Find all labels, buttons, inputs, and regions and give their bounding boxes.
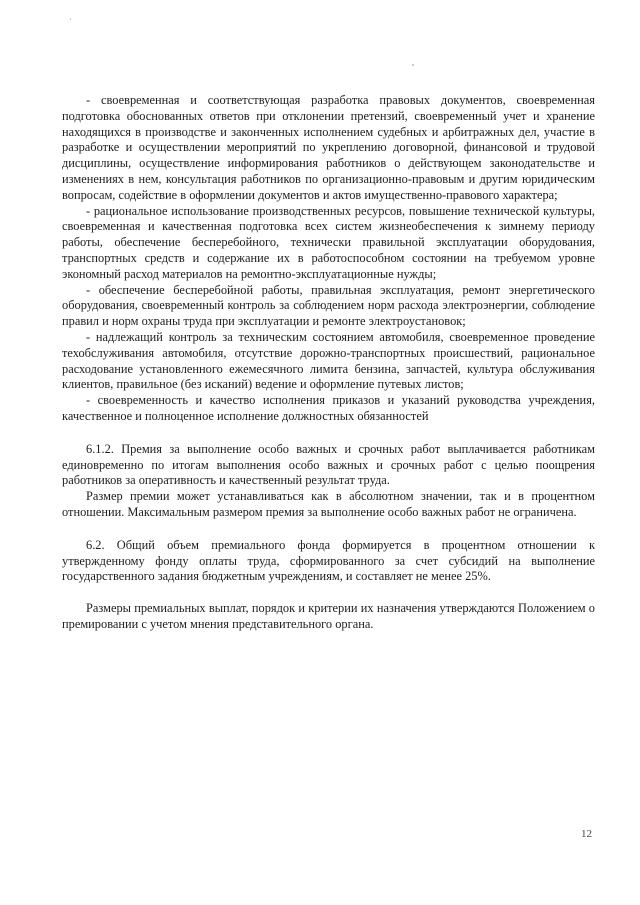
paragraph-legal-duties: - своевременная и соответствующая разработка правовых документов, своевременная подготовка обоснованных ответов при отклонении претензий, своевременный учет и хранение находящихся в производстве и законченных исполнением судебных и арбитражных дел, участие в разработке и осуществлении мероприятий по укреплению договорной, финансовой и трудовой дисциплины, осуществление информирования работников о действующем законодательстве и изменениях в нем, консультация работников по организационно-правовым и другим юридическим вопросам, содействие в оформлении документов и актов имущественно-правового характера;	[62, 93, 595, 202]
paragraph-6-2: 6.2. Общий объем премиального фонда формируется в процентном отношении к утвержденному фонду оплаты труда, сформированного за счет субсидий на выполнение государственного задания бюджетным учреждениям, и составляет не менее 25%.	[62, 537, 595, 584]
paragraph-energy: - обеспечение бесперебойной работы, правильная эксплуатация, ремонт энергетического оборудования, своевременный контроль за соблюдением норм расхода электроэнергии, соблюдение правил и норм охраны труда при эксплуатации и ремонте электроустановок;	[62, 282, 595, 329]
paragraph-orders: - своевременность и качество исполнения приказов и указаний руководства учреждения, качественное и полноценное исполнение должностных обязанностей	[62, 393, 595, 423]
paragraph-bonus-size: Размер премии может устанавливаться как в абсолютном значении, так и в процентном отношении. Максимальным размером премия за выполнение особо важных работ не ограничена.	[62, 489, 595, 519]
paragraph-resources: - рациональное использование производственных ресурсов, повышение технической культуры, своевременная и качественная подготовка всех систем жизнеобеспечения к зимнему периоду работы, обеспечение бесперебойного, технически правильной эксплуатации оборудования, транспортных средств и содержание их в работоспособном состоянии на требуемом уровне экономный расход материалов на ремонтно-эксплуатационные нужды;	[62, 203, 595, 281]
paragraph-6-1-2: 6.1.2. Премия за выполнение особо важных и срочных работ выплачивается работникам единовременно по итогам выполнения особо важных и срочных работ с целью поощрения работников за оперативность и качественный результат труда.	[62, 441, 595, 488]
scan-speck	[70, 18, 71, 20]
paragraph-vehicle: - надлежащий контроль за техническим состоянием автомобиля, своевременное проведение техобслуживания автомобиля, отсутствие дорожно-транспортных происшествий, рациональное расходование установленного ежемесячного лимита бензина, запчастей, культура обслуживания клиентов, правильное (без исканий) ведение и оформление путевых листов;	[62, 329, 595, 392]
paragraph-bonus-rules: Размеры премиальных выплат, порядок и критерии их назначения утверждаются Положением о премировании с учетом мнения представительного органа.	[62, 601, 595, 631]
scan-speck	[412, 64, 414, 66]
document-body	[62, 93, 595, 633]
page-number: 12	[581, 828, 592, 840]
